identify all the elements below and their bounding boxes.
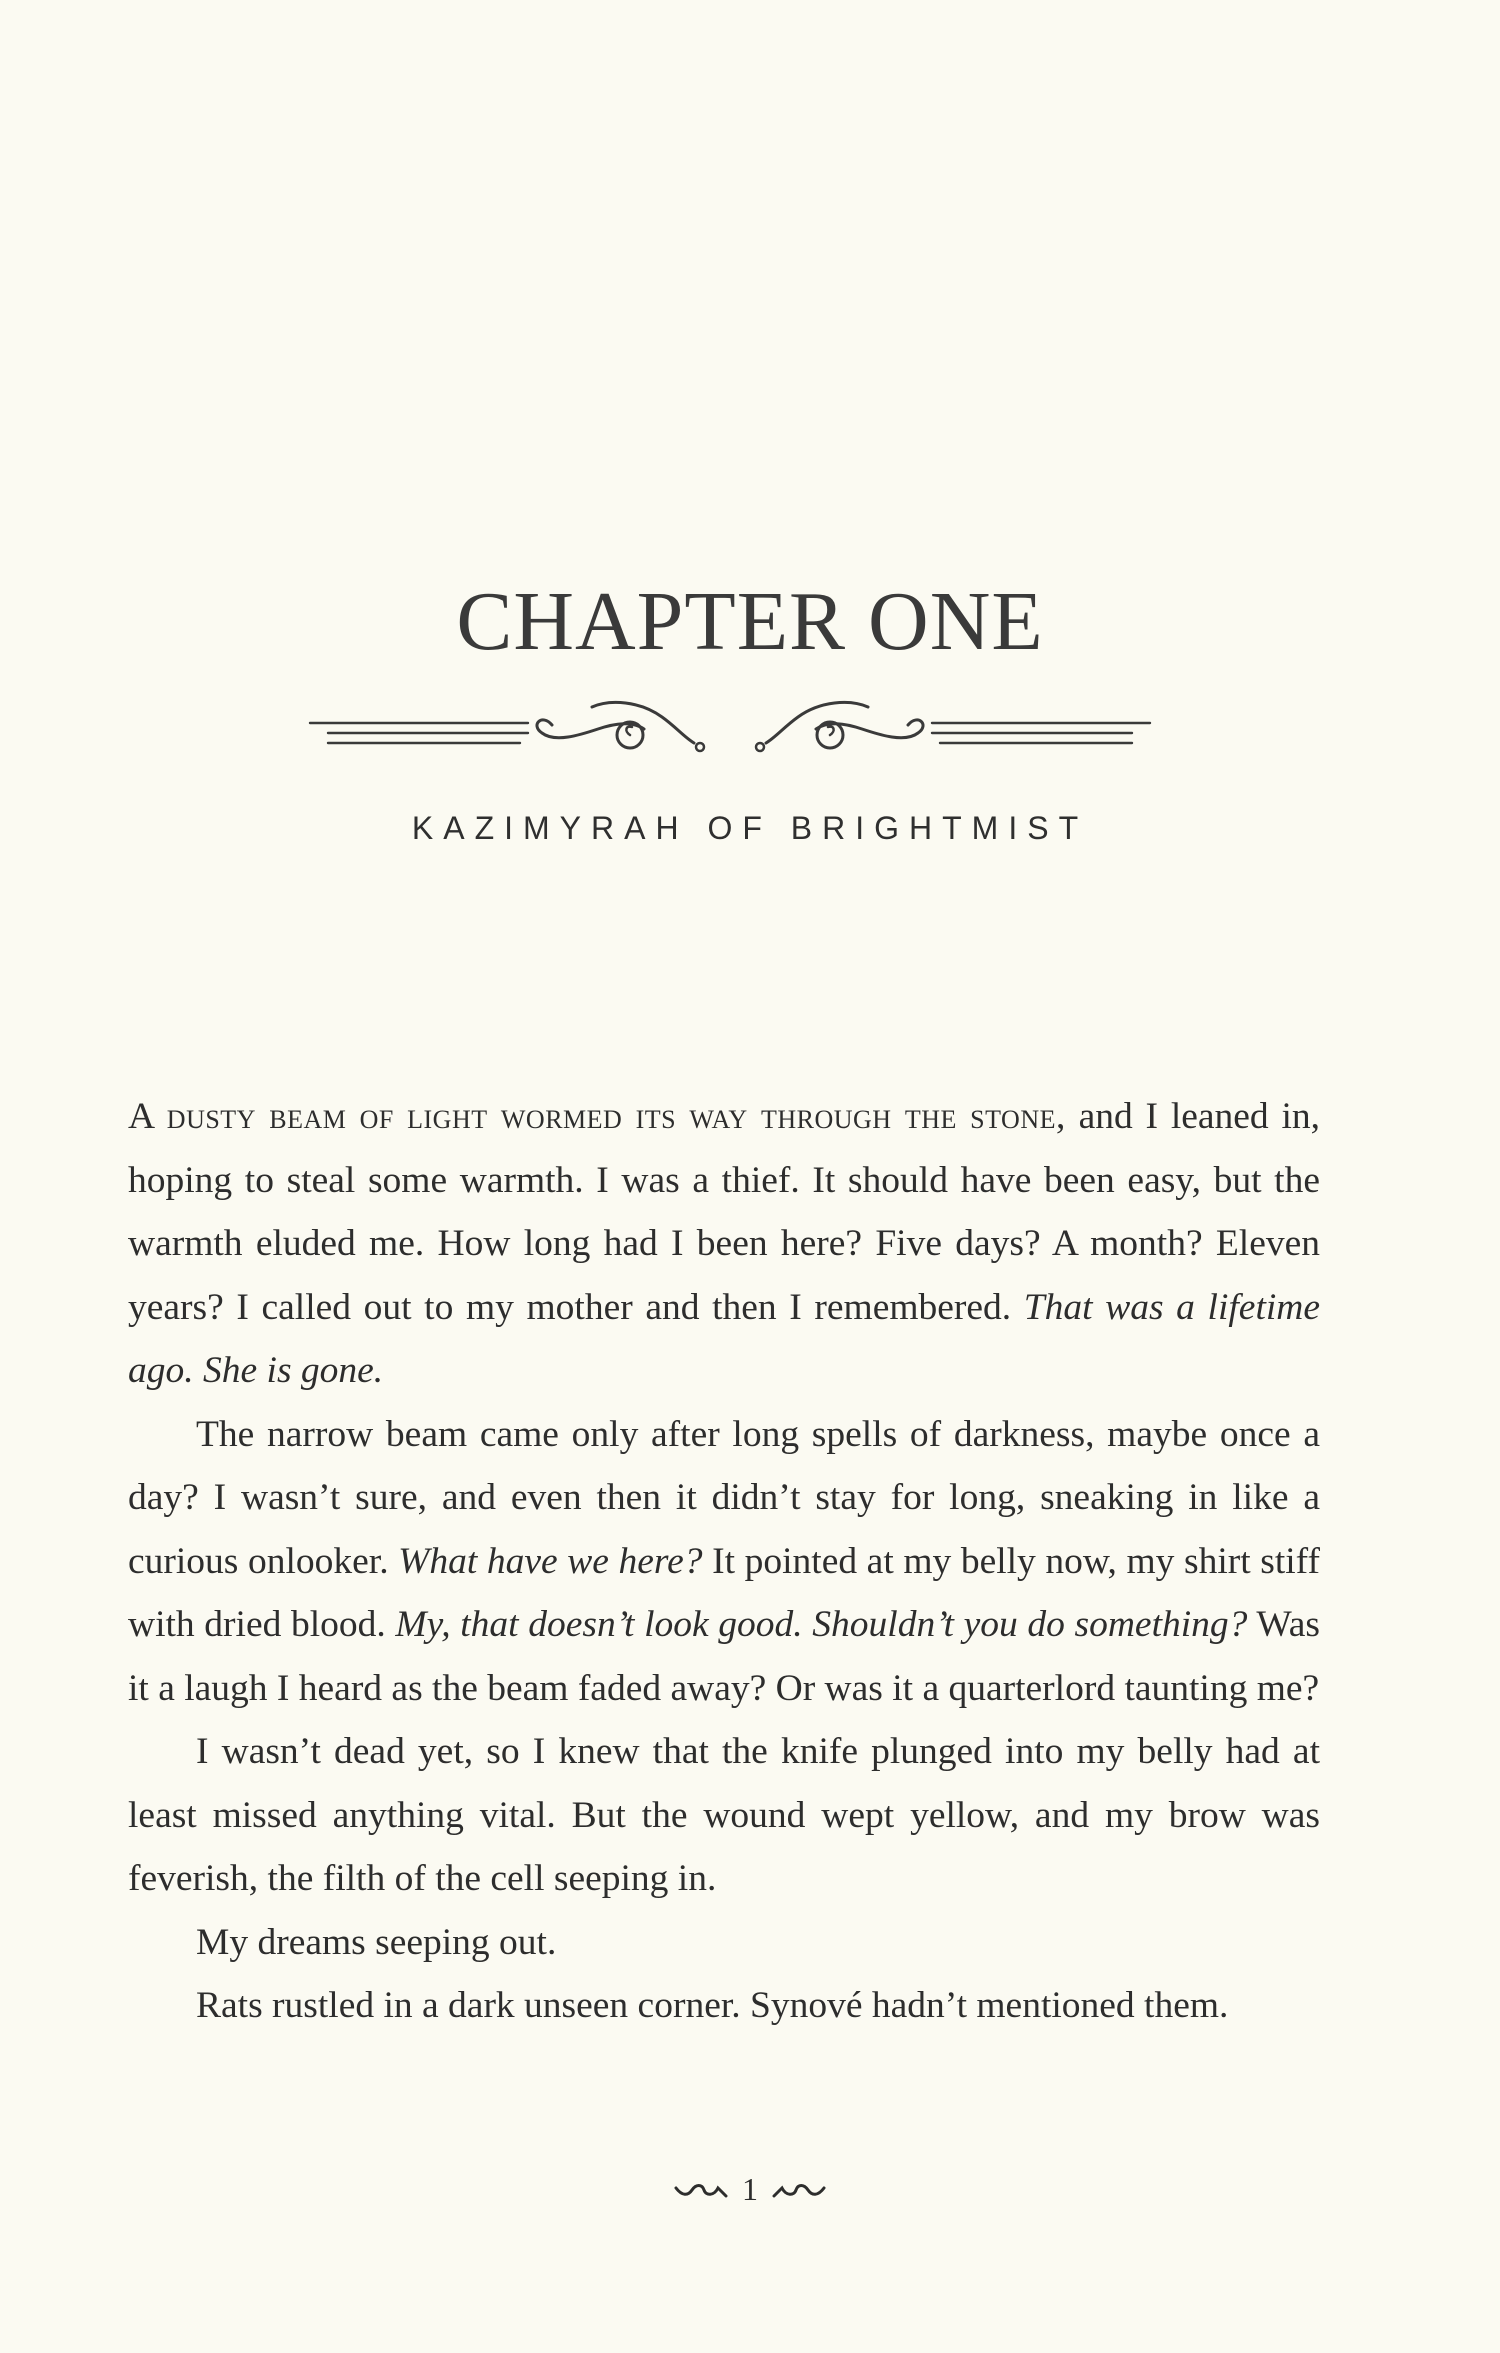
chapter-body: [128, 1085, 1320, 2038]
folio-flourish-left-icon: [674, 2180, 728, 2200]
paragraph: [128, 1403, 1320, 1721]
paragraph-text: and I leaned in, hoping to steal some warmth. I was a thief. It should have been easy, but the warmth eluded me. How long had I been here? Five days? A month? Eleven years? I called out to my mother and then I remembered.: [128, 1096, 1320, 1328]
italic-thought: My, that doesn’t look good. Shouldn’t you do something?: [395, 1604, 1248, 1645]
paragraph-text: Was it a laugh I heard as the beam faded away? Or was it a quarterlord taunting me?: [128, 1604, 1321, 1709]
lead-in-smallcaps: A dusty beam of light wormed its way through the stone,: [128, 1096, 1066, 1137]
paragraph: I wasn’t dead yet, so I knew that the knife plunged into my belly had at least missed anything vital. But the wound wept yellow, and my brow was feverish, the filth of the cell seeping in.: [128, 1731, 1320, 1899]
paragraph-text: It pointed at my belly now, my shirt stiff with dried blood.: [128, 1540, 1320, 1645]
chapter-title: CHAPTER ONE: [456, 575, 1044, 668]
paragraph: My dreams seeping out.: [196, 1921, 557, 1963]
italic-thought: That was a lifetime ago. She is gone.: [128, 1286, 1321, 1391]
paragraph-text: The narrow beam came only after long spells of darkness, maybe once a day? I wasn’t sure, and even then it didn’t stay for long, sneaking in like a curious onlooker.: [128, 1413, 1320, 1582]
italic-thought: What have we here?: [398, 1540, 703, 1582]
scroll-divider-ornament-icon: [280, 695, 1180, 765]
paragraph: Rats rustled in a dark unseen corner. Synové hadn’t mentioned them.: [196, 1985, 1229, 2026]
page-folio: [0, 2168, 1500, 2208]
paragraph: [128, 1085, 1320, 1403]
page-number: 1: [742, 2171, 758, 2208]
folio-flourish-right-icon: [772, 2180, 826, 2200]
chapter-subtitle: KAZIMYRAH OF BRIGHTMIST: [411, 810, 1089, 846]
